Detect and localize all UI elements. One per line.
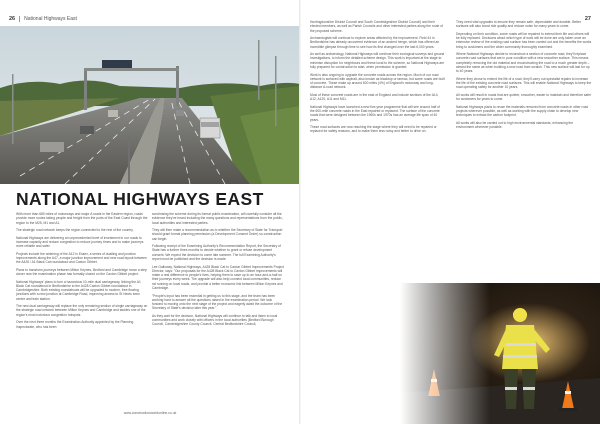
left-page-number: 26 (9, 16, 16, 22)
paragraph: As they wait for the decision, National Highways will continue to talk and listen to local communities and work closely with officers in the local authorities (Bedford Borough Council, Cambridgeshire County Council, Central Bedfordshire Council, (152, 313, 278, 327)
paragraph: All works will also be carried out to high environmental standards, enhancing the environment wherever possible. (456, 120, 574, 130)
footer-url: www.constructionworldonline.co.uk (123, 411, 177, 415)
paragraph: Most of these concrete roads are in the east of England and include sections of the A14, A12, A120, A11 and M11. (310, 92, 439, 102)
left-column-1 (16, 212, 148, 416)
paragraph: Where they chose to extend the life of a road, they'll carry out specialist repairs to increase the life of the existing concrete road surfaces. This will enable National Highways to keep the road operating safely for another 10 years. (456, 76, 592, 90)
paragraph-quote-intro: Lee Galloway, National Highways, A428 Black Cat to Caxton Gibbet Improvements Project Director, says: "Our proposals for the A428 Black Cat to Caxton Gibbet improvements will make a real difference to people's lives, helping them to save up to an hour-and-a-half on their journeys every week. The upgrade will also help connect local communities, reduce rat running on local roads, and provide a better economic link between Milton Keynes and Cambridge. (152, 264, 284, 291)
paragraph: National Highways plans to reuse the materials removed from concrete roads in other road projects wherever possible, as well as working with the supply chain to develop new techniques to extract the carbon footprint. (456, 104, 589, 118)
paragraph: National Highways' plans to turn a hazardous 10-mile dual carriageway, linking the A1 Black Cat roundabout in Bedfordshire to the A428 Caxton Gibbet roundabout in Cambridgeshire. Both existing roundabouts will be upgraded to modern, free-flowing junctions with a new junction at Cambridge Road, improving access to St Neots town centre and train station. (16, 279, 141, 301)
right-page-number: 27 (584, 16, 591, 22)
paragraph: They will then make a recommendation as to whether the Secretary of State for Transport should grant formal planning permission (a Development Consent Order) so construction can begin. (152, 228, 283, 241)
paragraph: Archaeologists will continue to explore areas affected by the improvement. Field 44 in Bedfordshire has already uncovered evidence of an ancient henge, which has offered an incredible glimpse through time to see how its first changed over the last 6,000 years. (310, 36, 440, 49)
paragraph: Projects include the widening of the A12 in Essex, a series of dualling and junction improvements along the A47, a major junction improvement and new road layout between the A428 / A1 Black Cat roundabout and Caxton Gibbet. (16, 251, 147, 265)
paragraph: National Highways have launched a new five-year programme that will see around half of the 600-mile concrete roads in the East repaired or replaced. The surface of the concrete roads that were designed between the 1960s and 1970s has an average life span of 40 years. (310, 104, 440, 122)
right-page (300, 0, 600, 424)
paragraph: They need vital upgrades to ensure they remain safe, dependable and durable. Better surfaces will also boost ride quality and reduce noise for many years to come. (456, 20, 581, 29)
roadworker-photo (400, 283, 600, 424)
right-column-2 (456, 20, 592, 275)
paragraph: These road surfaces are now reaching the stage where they will need to be repaired or replaced for safety reasons, and to make them less noisy and better to drive on. (310, 125, 437, 134)
paragraph: Over the next three months the Examination Authority appointed by the Planning Inspectorate, who has been (16, 320, 134, 329)
right-column-1 (310, 20, 445, 275)
left-running-title: National Highways East (24, 16, 77, 22)
motorway-photo (0, 26, 300, 184)
paragraph: National Highways are delivering an unprecedented level of investment in our roads to increase capacity and reduce congestion to reduce journey times and to make journeys more reliable and safer. (16, 235, 144, 249)
paragraph: With more than 680 miles of motorways and major A roads in the Eastern region, roads provide more routes taking people and freight from the ports of the East Coast through the region to the M25, M1 and A1. (16, 212, 148, 225)
paragraph: All works will result in roads that are quieter, smoother, easier to maintain and therefore safer for customers for years to come. (456, 92, 592, 102)
paragraph: The strategic road network keeps the region connected to the rest of the country. (16, 228, 134, 233)
paragraph: Work is also ongoing to upgrade the concrete roads across the region. Much of our road network is surfaced with asphalt, also known as blacktop or tarmac, but some roads are built of concrete. These make up around 600 miles (4%) of England's motorway and long-distance A-road network. (310, 72, 445, 90)
paragraph: Huntingdonshire District Council and South Cambridgeshire District Council) and their elected members, as well as Parish Councils and other interested parties along the route of the proposed scheme. (310, 20, 444, 33)
paragraph: Plans to transform journeys between Milton Keynes, Bedford and Cambridge move a step closer now the examination phase has formally closed on the Caxton Gibbet project. (16, 267, 147, 277)
paragraph: Where National Highways decide to reconstruct a section of concrete road, they'll replace concrete road surfaces that are in poor condition with a new smoother surface. This means completely removing the old material and reconstructing the road to a much greater depth – almost the same as when building a new road from scratch. This new surface will last for up to 40 years. (456, 52, 590, 74)
left-running-head (9, 16, 77, 22)
article-headline: NATIONAL HIGHWAYS EAST (16, 189, 264, 209)
paragraph: Following receipt of the Examining Authority's Recommendation Report, the Secretary of State has a further three months to decide whether to grant or refuse development consent. We expect the decision to come late summer. The full Examining Authority's report must be published and the decision is made. (152, 244, 281, 262)
paragraph: Depending on their condition, some roads will be repaired to extend their life and others will be fully replaced. Decisions about which type of work will be done are only taken once an extensive review of the existing road surface has been carried out and the benefits the works bring to customers and the wider community thoroughly examined. (456, 31, 592, 49)
left-column-2 (152, 212, 284, 412)
paragraph: The new dual carriageway will replace the only remaining section of single carriageway on the strategic road network between Milton Keynes and Cambridge and tackles one of the region's most notorious congestion hotspots. (16, 304, 148, 317)
paragraph: As well as archaeology, National Highways will continue their ecological surveys and ground investigations, to inform the detailed scheme design. This work is important at the stage to minimise disruption for neighbours and these local to the scheme, so National Highways are fully prepared for construction to start, when permission is granted. (310, 52, 445, 70)
paragraph-quote: "People's input has been essential in getting us to this stage, and the team has been working hard to answer all the questions raised in the examination period. We look forward to moving onto the next stage of the project and eagerly await the outcome of the Secretary of State's decision later this year." (152, 293, 283, 311)
running-head-rule (19, 16, 20, 22)
paragraph: scrutinising the scheme during its formal public examination, will carefully consider all the evidence they've heard including the many questions and representations from the public, local authorities and interested parties. (152, 212, 283, 225)
